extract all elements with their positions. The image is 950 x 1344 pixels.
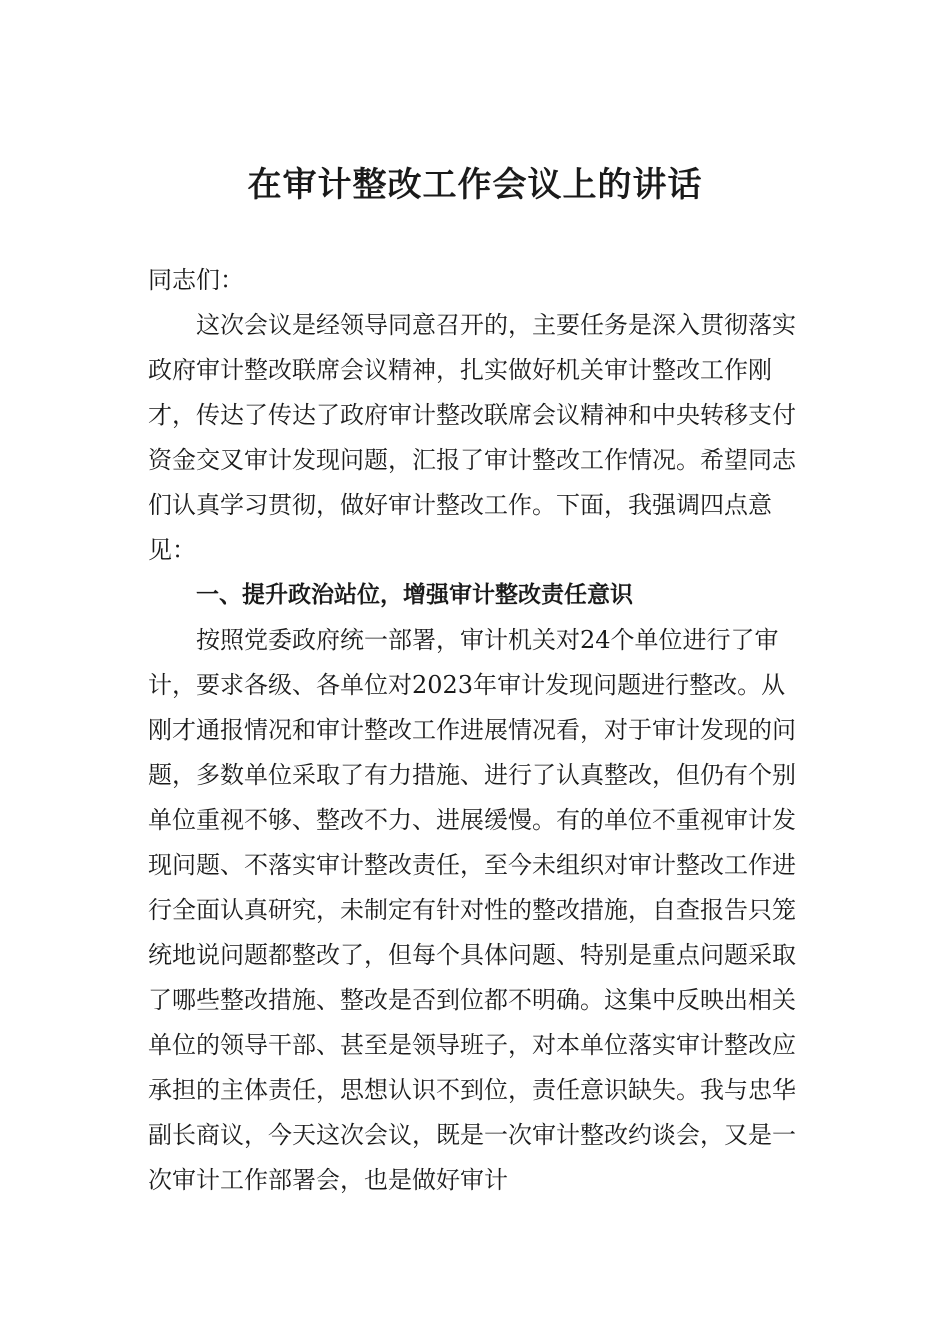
- intro-paragraph: 这次会议是经领导同意召开的，主要任务是深入贯彻落实政府审计整改联席会议精神，扎实做好机关审计整改工作刚才，传达了传达了政府审计整改联席会议精神和中央转移支付资金交叉审计发现问题，汇报了审计整改工作情况。希望同志们认真学习贯彻，做好审计整改工作。下面，我强调四点意见：: [148, 311, 796, 564]
- document-title: 在审计整改工作会议上的讲话: [247, 165, 703, 205]
- section-paragraph: 按照党委政府统一部署，审计机关对24个单位进行了审计，要求各级、各单位对2023年审计发现问题进行整改。从刚才通报情况和审计整改工作进展情况看，对于审计发现的问题，多数单位采取了有力措施、进行了认真整改，但仍有个别单位重视不够、整改不力、进展缓慢。有的单位不重视审计发现问题、不落实审计整改责任，至今未组织对审计整改工作进行全面认真研究，未制定有针对性的整改措施，自查报告只笼统地说问题都整改了，但每个具体问题、特别是重点问题采取了哪些整改措施、整改是否到位都不明确。这集中反映出相关单位的领导干部、甚至是领导班子，对本单位落实审计整改应承担的主体责任，思想认识不到位，责任意识缺失。我与忠华副长商议，今天这次会议，既是一次审计整改约谈会，又是一次审计工作部署会，也是做好审计: [148, 626, 796, 1194]
- salutation: 同志们：: [148, 266, 244, 294]
- document-body: [148, 258, 808, 1203]
- section-heading: 一、提升政治站位，增强审计整改责任意识: [196, 582, 633, 608]
